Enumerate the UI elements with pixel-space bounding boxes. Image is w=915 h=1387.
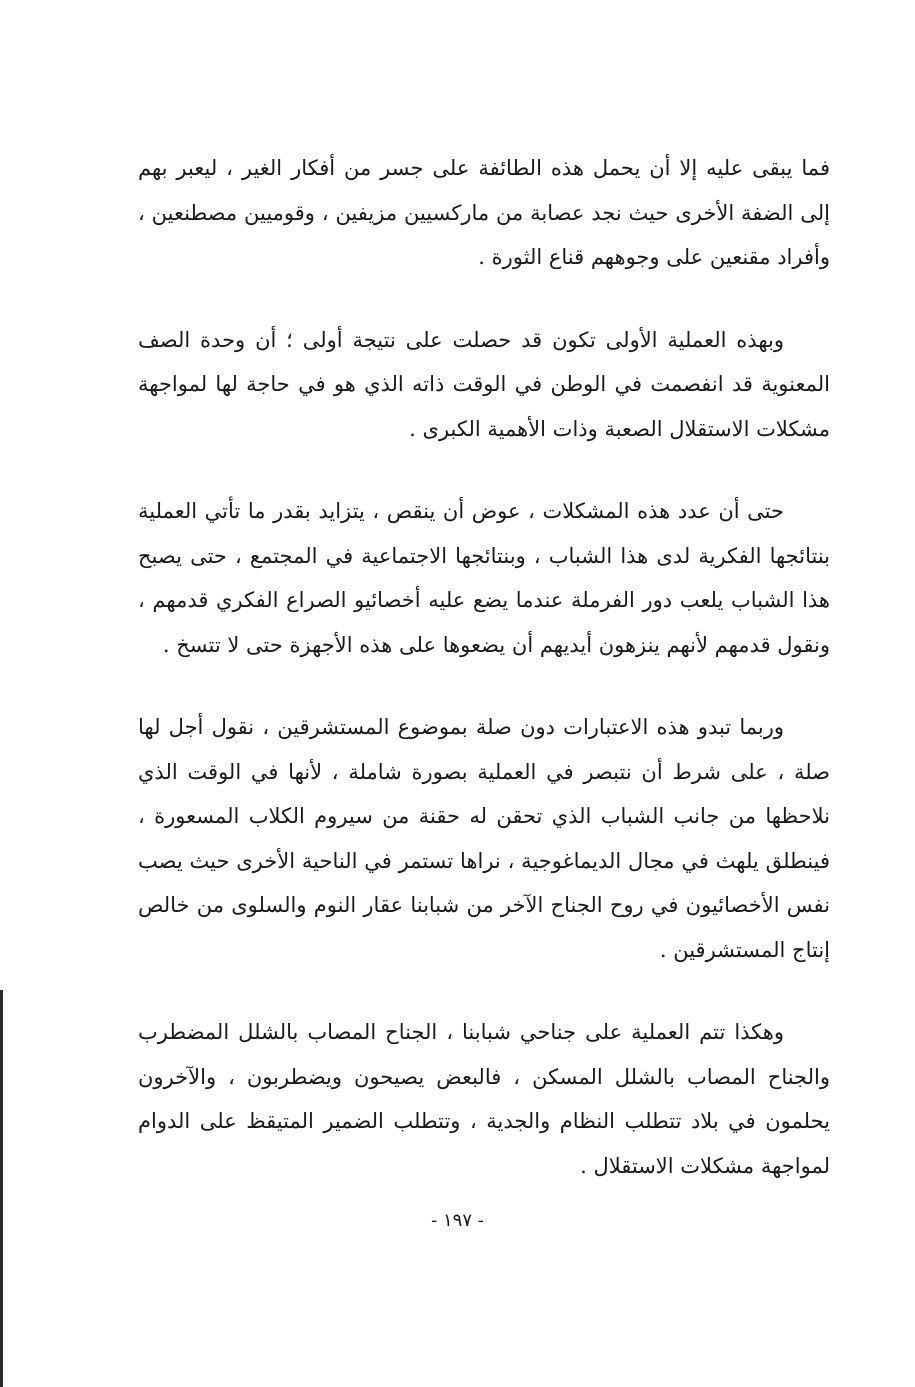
page-body-text (138, 146, 830, 1226)
page-number: - ١٩٧ - (431, 1210, 484, 1231)
paragraph-1: فما يبقى عليه إلا أن يحمل هذه الطائفة على جسر من أفكار الغير ، ليعبر بهم إلى الضفة الأخرى حيث نجد عصابة من ماركسيين مزيفين ، وقوميين مصطنعين ، وأفراد مقنعين على وجوههم قناع الثورة . (138, 156, 830, 269)
paragraph-3: حتى أن عدد هذه المشكلات ، عوض أن ينقص ، يتزايد بقدر ما تأتي العملية بنتائجها الفكرية لدى هذا الشباب ، وبنتائجها الاجتماعية في المجتمع ، حتى يصبح هذا الشباب يلعب دور الفرملة عندما يضع عليه أخصائيو الصراع الفكري قدمهم ، ونقول قدمهم لأنهم ينزهون أيديهم أن يضعوها على هذه الأجهزة حتى لا تتسخ . (138, 499, 830, 657)
scan-edge-shadow (0, 990, 3, 1387)
paragraph-2: وبهذه العملية الأولى تكون قد حصلت على نتيجة أولى ؛ أن وحدة الصف المعنوية قد انفصمت في الوطن في الوقت ذاته الذي هو في حاجة لها لمواجهة مشكلات الاستقلال الصعبة وذات الأهمية الكبرى . (138, 327, 830, 441)
paragraph-5: وهكذا تتم العملية على جناحي شبابنا ، الجناح المصاب بالشلل المضطرب والجناح المصاب بالشلل المسكن ، فالبعض يصيحون ويضطربون ، والآخرون يحلمون في بلاد تتطلب النظام والجدية ، وتتطلب الضمير المتيقظ على الدوام لمواجهة مشكلات الاستقلال . (138, 1020, 830, 1178)
paragraph-4: وربما تبدو هذه الاعتبارات دون صلة بموضوع المستشرقين ، نقول أجل لها صلة ، على شرط أن نتبصر في العملية بصورة شاملة ، لأنها في الوقت الذي نلاحظها من جانب الشباب الذي تحقن له حقنة من سيروم الكلاب المسعورة ، فينطلق يلهث في مجال الديماغوجية ، نراها تستمر في الناحية الأخرى حيث يصب نفس الأخصائيون في روح الجناح الآخر من شبابنا عقار النوم والسلوى من خالص إنتاج المستشرقين . (138, 715, 830, 962)
